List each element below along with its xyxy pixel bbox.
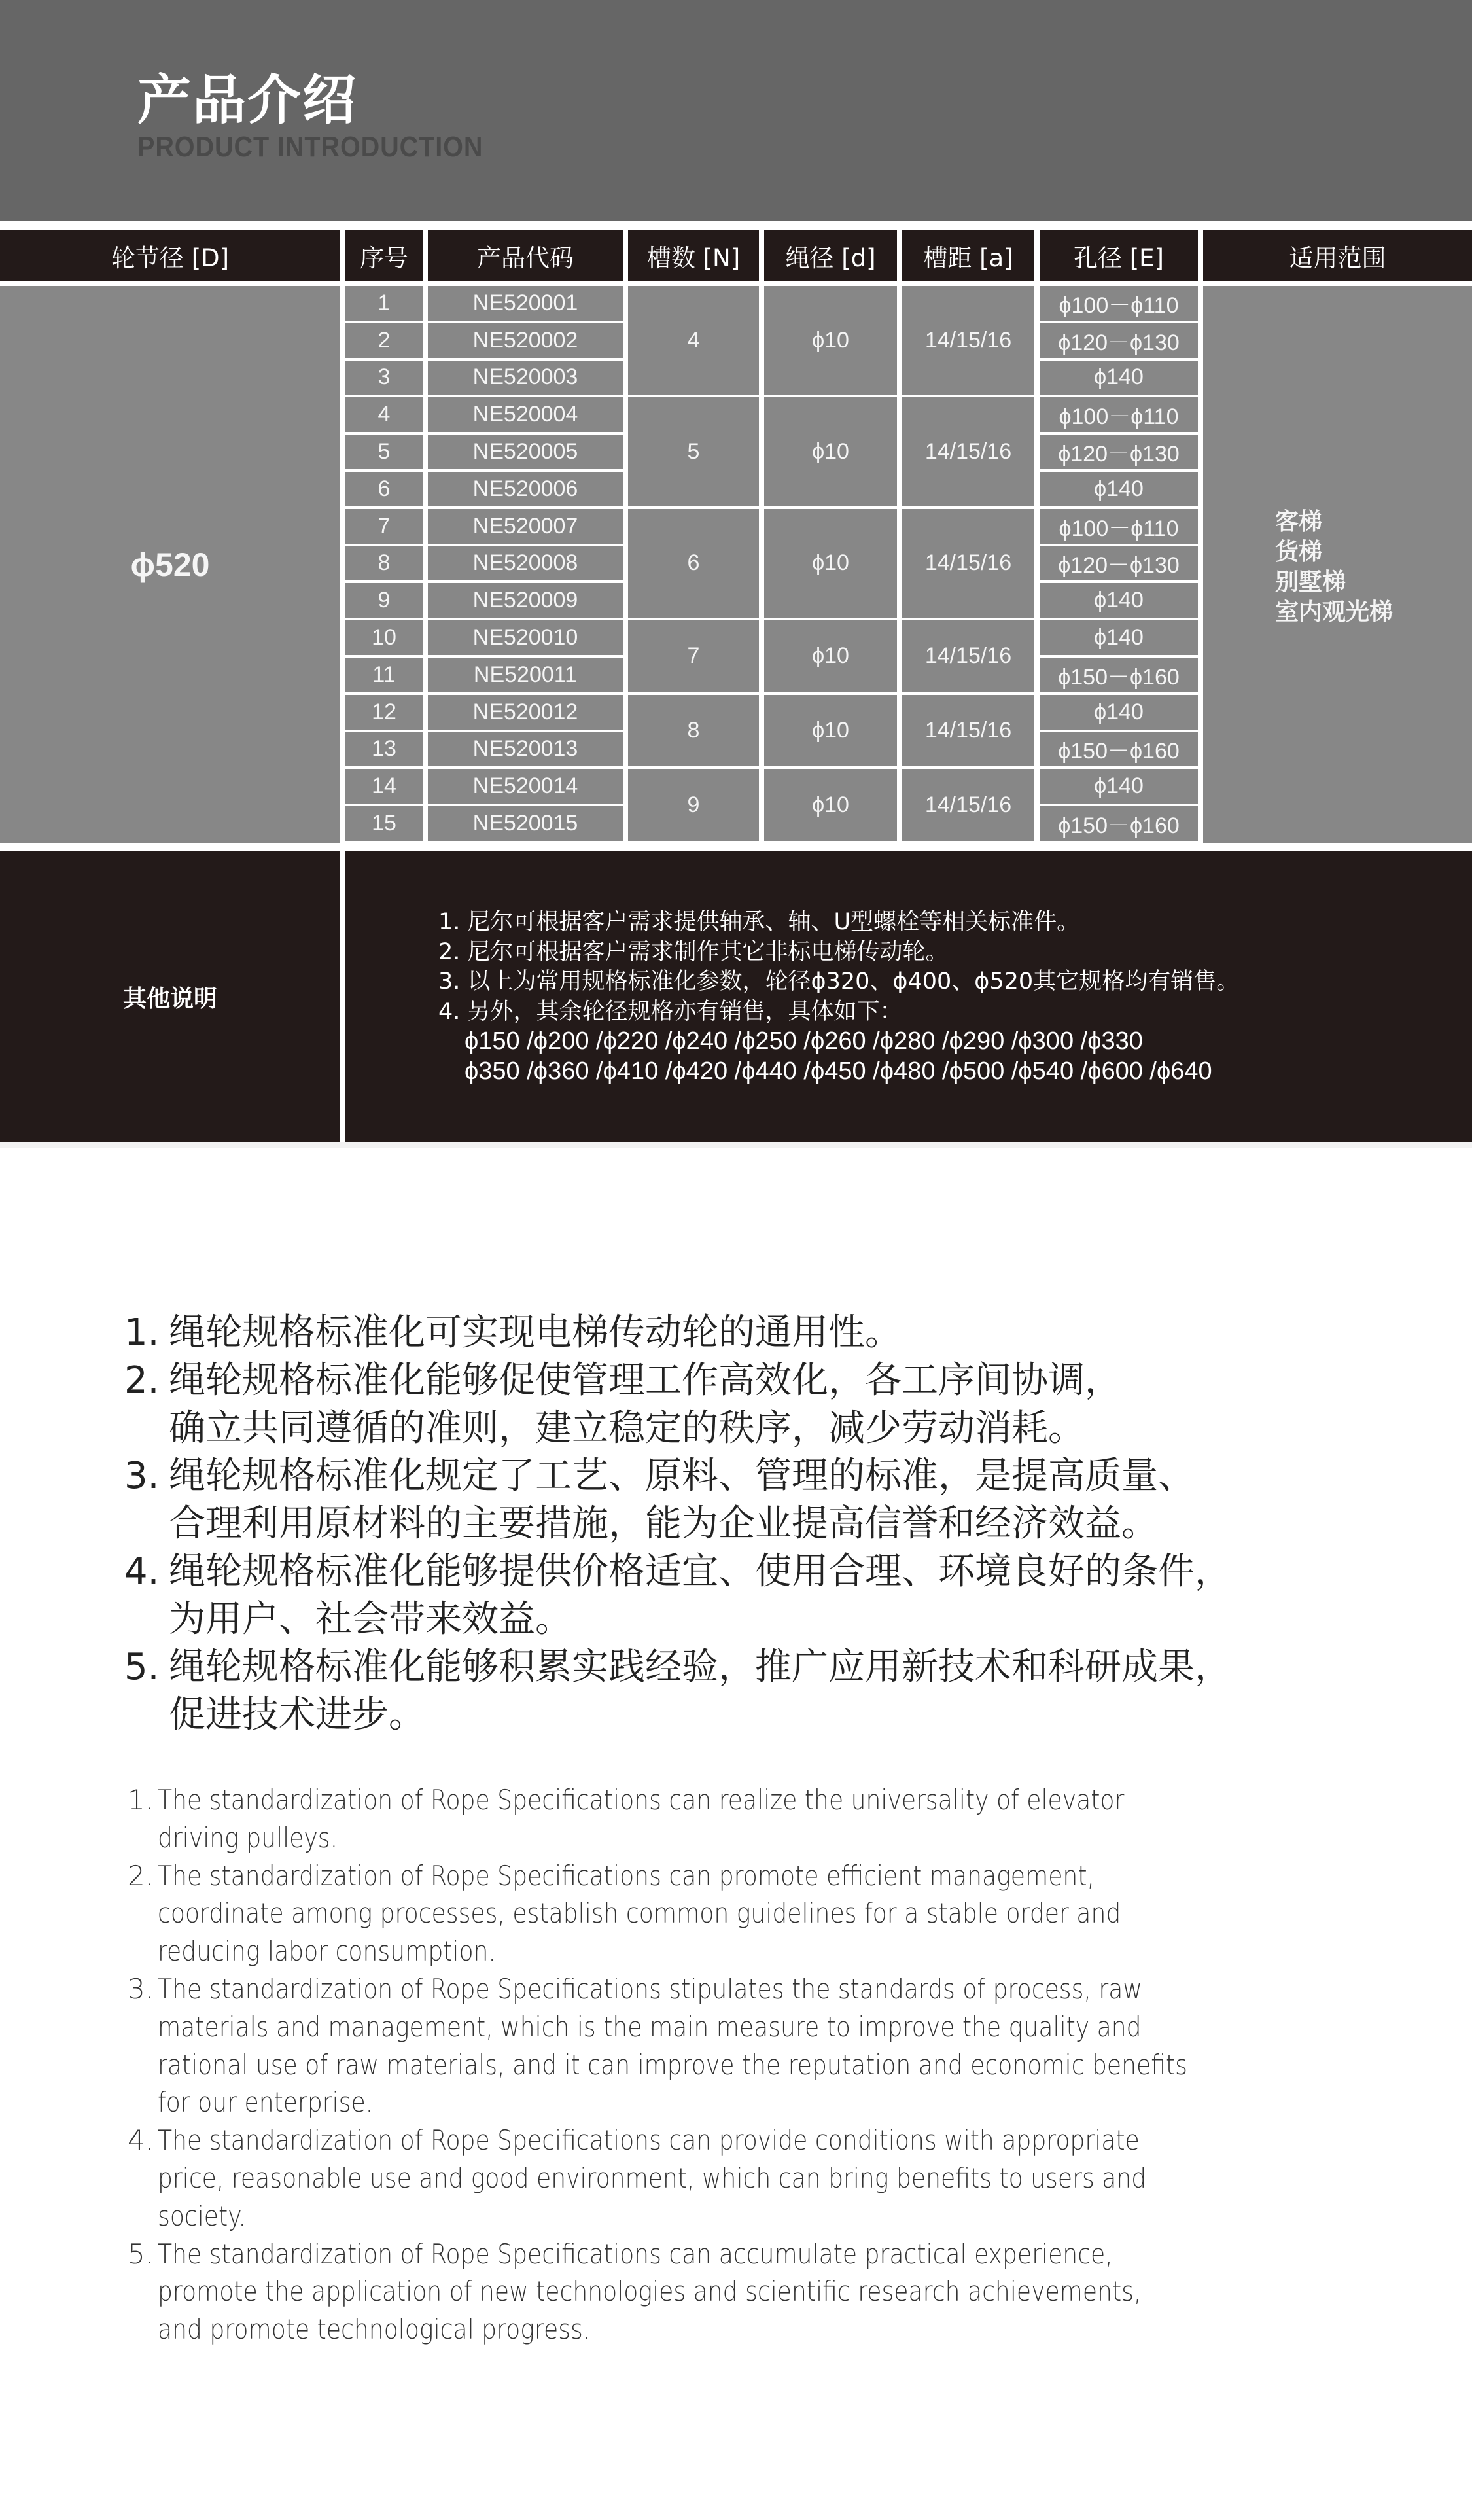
row-number: 6	[345, 472, 423, 506]
diameter-cell: ϕ520	[0, 286, 340, 843]
item-text	[158, 1970, 1355, 2121]
usage-item: 客梯	[1275, 508, 1323, 535]
item-text	[169, 1548, 1231, 1643]
item-line: 绳轮规格标准化能够促使管理工作高效化，各工序间协调，	[169, 1359, 1121, 1402]
item-line: 促进技术进步。	[169, 1694, 425, 1736]
rope-diameter: ϕ10	[764, 286, 897, 395]
item-text	[158, 1781, 1282, 1857]
bore-diameter: ϕ140	[1040, 620, 1198, 655]
item-line: 绳轮规格标准化规定了工艺、原料、管理的标准，是提高质量、	[169, 1455, 1195, 1497]
note-line: 1. 尼尔可根据客户需求提供轴承、轴、U型螺栓等相关标准件。	[438, 909, 1080, 935]
product-code: NE520003	[428, 361, 623, 395]
column-header: 轮节径 [D]	[0, 230, 340, 281]
item-number: 3.	[128, 1972, 154, 2005]
item-line: for our enterprise.	[158, 2086, 374, 2119]
item-line: and promote technological progress.	[158, 2313, 591, 2346]
bore-diameter: ϕ150－ϕ160	[1040, 732, 1198, 767]
item-line: driving pulleys.	[158, 1821, 338, 1854]
bore-diameter: ϕ100－ϕ110	[1040, 397, 1198, 432]
item-line: 绳轮规格标准化能够积累实践经验，推广应用新技术和科研成果，	[169, 1646, 1231, 1688]
item-text	[158, 2235, 1301, 2349]
divider	[0, 1142, 1472, 1148]
row-number: 11	[345, 658, 423, 692]
row-number: 8	[345, 546, 423, 581]
item-number: 1.	[124, 1311, 160, 1354]
item-text	[169, 1309, 902, 1357]
item-line: 绳轮规格标准化可实现电梯传动轮的通用性。	[169, 1311, 902, 1354]
en-benefit-item	[128, 2121, 1403, 2235]
note-line: 2. 尼尔可根据客户需求制作其它非标电梯传动轮。	[438, 938, 949, 965]
cn-benefit-item	[124, 1309, 1400, 1357]
product-code: NE520002	[428, 323, 623, 358]
product-code: NE520005	[428, 435, 623, 469]
bore-diameter: ϕ140	[1040, 472, 1198, 506]
item-number: 2.	[128, 1859, 154, 1892]
note-sizes-line: ϕ350 /ϕ360 /ϕ410 /ϕ420 /ϕ440 /ϕ450 /ϕ480 /ϕ500 /ϕ540 /ϕ600 /ϕ640	[464, 1057, 1212, 1085]
item-text	[158, 1857, 1278, 1970]
notes-label: 其他说明	[0, 851, 340, 1142]
usage-item: 室内观光梯	[1275, 599, 1393, 626]
bore-diameter: ϕ100－ϕ110	[1040, 286, 1198, 321]
page-subtitle: PRODUCT INTRODUCTION	[137, 131, 483, 163]
row-number: 5	[345, 435, 423, 469]
item-line: 确立共同遵循的准则，建立稳定的秩序，减少劳动消耗。	[169, 1407, 1085, 1449]
item-number: 1.	[128, 1784, 154, 1816]
item-number: 2.	[124, 1359, 160, 1402]
groove-count: 4	[628, 286, 759, 395]
item-line: The standardization of Rope Specifications can provide conditions with appropriate	[158, 2124, 1140, 2157]
notes-body	[345, 851, 1472, 1142]
product-code: NE520010	[428, 620, 623, 655]
column-header: 产品代码	[428, 230, 623, 281]
item-text	[169, 1452, 1195, 1548]
bore-diameter: ϕ120－ϕ130	[1040, 323, 1198, 358]
bore-diameter: ϕ140	[1040, 583, 1198, 618]
bore-diameter: ϕ140	[1040, 361, 1198, 395]
item-text	[158, 2121, 1307, 2235]
note-line: 4. 另外，其余轮径规格亦有销售，具体如下：	[438, 998, 903, 1025]
cn-benefit-item	[124, 1357, 1400, 1452]
groove-count: 6	[628, 509, 759, 618]
item-line: 绳轮规格标准化能够提供价格适宜、使用合理、环境良好的条件，	[169, 1550, 1231, 1593]
column-header: 槽数 [N]	[628, 230, 759, 281]
item-line: The standardization of Rope Specifications stipulates the standards of process, raw	[158, 1972, 1142, 2005]
rope-diameter: ϕ10	[764, 397, 897, 506]
item-text	[169, 1357, 1121, 1452]
column-header: 序号	[345, 230, 423, 281]
item-line: society.	[158, 2199, 246, 2232]
product-code: NE520001	[428, 286, 623, 321]
product-code: NE520008	[428, 546, 623, 581]
bore-diameter: ϕ150－ϕ160	[1040, 806, 1198, 841]
groove-count: 5	[628, 397, 759, 506]
usage-cell	[1203, 286, 1472, 843]
rope-diameter: ϕ10	[764, 695, 897, 767]
bore-diameter: ϕ150－ϕ160	[1040, 658, 1198, 692]
item-number: 4.	[128, 2124, 154, 2157]
row-number: 10	[345, 620, 423, 655]
cn-benefit-item	[124, 1452, 1400, 1548]
row-number: 9	[345, 583, 423, 618]
column-header: 适用范围	[1203, 230, 1472, 281]
rope-diameter: ϕ10	[764, 620, 897, 692]
row-number: 15	[345, 806, 423, 841]
groove-pitch: 14/15/16	[902, 695, 1034, 767]
notes-list	[438, 908, 1239, 1086]
groove-count: 9	[628, 769, 759, 841]
groove-count: 8	[628, 695, 759, 767]
item-number: 3.	[124, 1455, 160, 1497]
rope-diameter: ϕ10	[764, 769, 897, 841]
product-code: NE520007	[428, 509, 623, 544]
item-line: reducing labor consumption.	[158, 1935, 496, 1968]
en-benefit-item	[128, 2235, 1403, 2349]
hero-banner	[0, 0, 1472, 221]
groove-count: 7	[628, 620, 759, 692]
row-number: 13	[345, 732, 423, 767]
column-header: 孔径 [E]	[1040, 230, 1198, 281]
item-line: The standardization of Rope Specifications can accumulate practical experience,	[158, 2237, 1113, 2270]
product-code: NE520004	[428, 397, 623, 432]
groove-pitch: 14/15/16	[902, 397, 1034, 506]
item-line: The standardization of Rope Specifications can realize the universality of elevator	[158, 1784, 1125, 1816]
page-title: 产品介绍	[137, 69, 358, 132]
cn-benefit-item	[124, 1643, 1400, 1739]
en-benefit-item	[128, 1857, 1403, 1970]
bore-diameter: ϕ120－ϕ130	[1040, 435, 1198, 469]
en-benefit-item	[128, 1781, 1403, 1857]
usage-item: 别墅梯	[1275, 569, 1346, 595]
item-number: 4.	[124, 1550, 160, 1593]
notes-section	[0, 851, 1472, 1142]
row-number: 3	[345, 361, 423, 395]
en-benefits-list	[128, 1781, 1403, 2349]
product-code: NE520015	[428, 806, 623, 841]
bore-diameter: ϕ120－ϕ130	[1040, 546, 1198, 581]
bore-diameter: ϕ140	[1040, 695, 1198, 730]
row-number: 12	[345, 695, 423, 730]
item-number: 5.	[124, 1646, 160, 1688]
spec-table	[0, 228, 1472, 848]
item-line: materials and management, which is the main measure to improve the quality and	[158, 2010, 1142, 2043]
en-benefit-item	[128, 1970, 1403, 2121]
item-line: promote the application of new technologies and scientific research achievements,	[158, 2275, 1142, 2308]
note-line: 3. 以上为常用规格标准化参数，轮径ϕ320、ϕ400、ϕ520其它规格均有销售。	[438, 968, 1240, 995]
product-code: NE520011	[428, 658, 623, 692]
groove-pitch: 14/15/16	[902, 620, 1034, 692]
column-header: 槽距 [a]	[902, 230, 1034, 281]
usage-item: 货梯	[1275, 539, 1323, 565]
item-line: rational use of raw materials, and it can improve the reputation and economic benefits	[158, 2048, 1187, 2081]
cn-benefit-item	[124, 1548, 1400, 1643]
item-line: 合理利用原材料的主要措施，能为企业提高信誉和经济效益。	[169, 1502, 1158, 1545]
item-line: The standardization of Rope Specifications can promote efficient management,	[158, 1859, 1095, 1892]
bore-diameter: ϕ100－ϕ110	[1040, 509, 1198, 544]
product-code: NE520009	[428, 583, 623, 618]
row-number: 2	[345, 323, 423, 358]
product-code: NE520012	[428, 695, 623, 730]
product-code: NE520006	[428, 472, 623, 506]
item-line: coordinate among processes, establish common guidelines for a stable order and	[158, 1897, 1121, 1930]
item-line: 为用户、社会带来效益。	[169, 1598, 572, 1641]
note-sizes-line: ϕ150 /ϕ200 /ϕ220 /ϕ240 /ϕ250 /ϕ260 /ϕ280 /ϕ290 /ϕ300 /ϕ330	[464, 1027, 1143, 1055]
row-number: 1	[345, 286, 423, 321]
product-code: NE520013	[428, 732, 623, 767]
row-number: 14	[345, 769, 423, 804]
bore-diameter: ϕ140	[1040, 769, 1198, 804]
column-header: 绳径 [d]	[764, 230, 897, 281]
row-number: 4	[345, 397, 423, 432]
groove-pitch: 14/15/16	[902, 286, 1034, 395]
cn-benefits-list	[124, 1309, 1400, 1739]
rope-diameter: ϕ10	[764, 509, 897, 618]
item-line: price, reasonable use and good environment, which can bring benefits to users and	[158, 2161, 1147, 2194]
row-number: 7	[345, 509, 423, 544]
groove-pitch: 14/15/16	[902, 769, 1034, 841]
item-number: 5.	[128, 2237, 154, 2270]
item-text	[169, 1643, 1231, 1739]
groove-pitch: 14/15/16	[902, 509, 1034, 618]
product-code: NE520014	[428, 769, 623, 804]
